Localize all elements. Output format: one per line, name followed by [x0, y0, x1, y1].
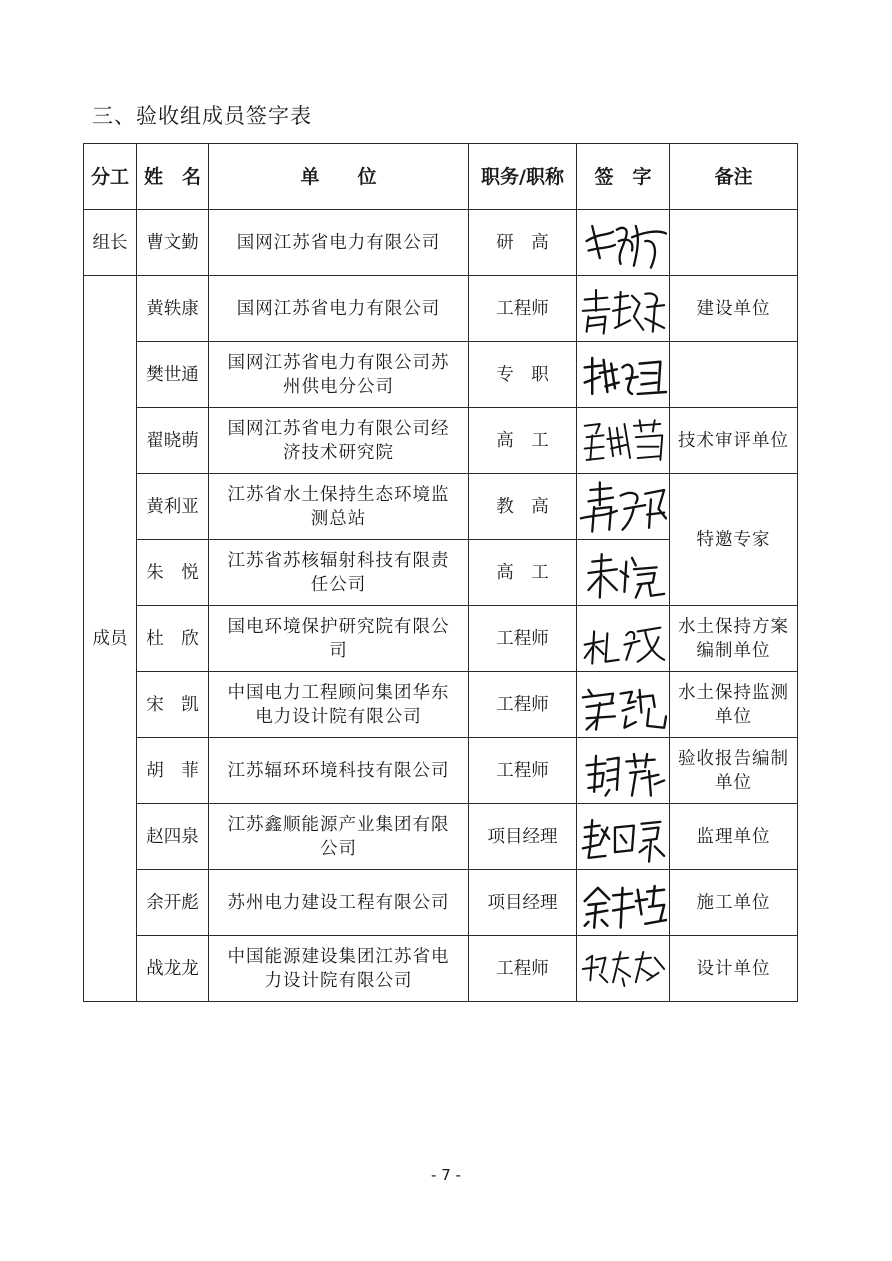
page-number: - 7 - [431, 1166, 461, 1184]
member-role: 教 高 [469, 474, 577, 540]
header-signature: 签 字 [577, 144, 670, 210]
member-role: 工程师 [469, 672, 577, 738]
member-name: 翟晓萌 [137, 408, 209, 474]
header-group: 分工 [84, 144, 137, 210]
table-row [84, 408, 798, 474]
table-row [84, 870, 798, 936]
group-cell-member: 成员 [84, 276, 137, 1002]
note-plan-unit: 水土保持方案编制单位 [670, 606, 798, 672]
header-note: 备注 [670, 144, 798, 210]
signature-cell [577, 870, 670, 936]
signature-cell [577, 936, 670, 1002]
member-unit: 苏州电力建设工程有限公司 [209, 870, 469, 936]
member-role: 高 工 [469, 540, 577, 606]
member-unit: 江苏鑫顺能源产业集团有限 公司 [209, 804, 469, 870]
handwritten-signature [579, 871, 667, 935]
handwritten-signature [579, 277, 667, 341]
note-construction-unit: 建设单位 [670, 276, 798, 342]
member-unit: 中国能源建设集团江苏省电 力设计院有限公司 [209, 936, 469, 1002]
member-unit: 国网江苏省电力有限公司 [209, 276, 469, 342]
member-name: 赵四泉 [137, 804, 209, 870]
handwritten-signature [579, 343, 667, 407]
member-unit: 江苏省苏核辐射科技有限责 任公司 [209, 540, 469, 606]
signature-cell [577, 210, 670, 276]
member-name: 曹文勤 [137, 210, 209, 276]
member-name: 余开彪 [137, 870, 209, 936]
member-name: 朱 悦 [137, 540, 209, 606]
table-row [84, 276, 798, 342]
signature-table [83, 143, 798, 1002]
note-monitor-unit: 水土保持监测单位 [670, 672, 798, 738]
member-role: 高 工 [469, 408, 577, 474]
header-unit: 单 位 [209, 144, 469, 210]
table-row [84, 672, 798, 738]
member-role: 项目经理 [469, 804, 577, 870]
handwritten-signature [579, 541, 667, 605]
signature-cell [577, 342, 670, 408]
member-role: 工程师 [469, 936, 577, 1002]
table-row [84, 474, 798, 540]
note-cell-empty [670, 342, 798, 408]
member-role: 专 职 [469, 342, 577, 408]
member-name: 樊世通 [137, 342, 209, 408]
page-title: 三、验收组成员签字表 [92, 104, 312, 128]
member-role: 工程师 [469, 606, 577, 672]
table-row [84, 804, 798, 870]
note-experts: 特邀专家 [670, 474, 798, 606]
note-supervision-unit: 监理单位 [670, 804, 798, 870]
member-name: 黄利亚 [137, 474, 209, 540]
signature-cell [577, 408, 670, 474]
signature-cell [577, 738, 670, 804]
note-cell-empty [670, 210, 798, 276]
member-role: 研 高 [469, 210, 577, 276]
member-unit: 国电环境保护研究院有限公 司 [209, 606, 469, 672]
table-row [84, 936, 798, 1002]
member-role: 项目经理 [469, 870, 577, 936]
signature-cell [577, 276, 670, 342]
member-name: 胡 菲 [137, 738, 209, 804]
handwritten-signature [579, 211, 667, 275]
member-unit: 国网江苏省电力有限公司苏 州供电分公司 [209, 342, 469, 408]
member-role: 工程师 [469, 276, 577, 342]
note-report-unit: 验收报告编制单位 [670, 738, 798, 804]
signature-cell [577, 804, 670, 870]
signature-cell [577, 540, 670, 606]
member-name: 黄轶康 [137, 276, 209, 342]
table-row [84, 606, 798, 672]
table-row [84, 738, 798, 804]
member-unit: 中国电力工程顾问集团华东 电力设计院有限公司 [209, 672, 469, 738]
handwritten-signature [579, 805, 667, 869]
note-builder-unit: 施工单位 [670, 870, 798, 936]
signature-cell [577, 474, 670, 540]
member-name: 杜 欣 [137, 606, 209, 672]
handwritten-signature [579, 739, 667, 803]
note-tech-review: 技术审评单位 [670, 408, 798, 474]
member-unit: 江苏省水土保持生态环境监 测总站 [209, 474, 469, 540]
handwritten-signature [579, 409, 667, 473]
group-cell-leader: 组长 [84, 210, 137, 276]
member-name: 战龙龙 [137, 936, 209, 1002]
handwritten-signature [579, 475, 667, 539]
member-name: 宋 凯 [137, 672, 209, 738]
table-row [84, 342, 798, 408]
note-design-unit: 设计单位 [670, 936, 798, 1002]
table-row [84, 210, 798, 276]
header-role: 职务/职称 [469, 144, 577, 210]
member-unit: 江苏辐环环境科技有限公司 [209, 738, 469, 804]
signature-cell [577, 606, 670, 672]
header-name: 姓 名 [137, 144, 209, 210]
signature-cell [577, 672, 670, 738]
header-row [84, 144, 798, 210]
member-unit: 国网江苏省电力有限公司经 济技术研究院 [209, 408, 469, 474]
member-role: 工程师 [469, 738, 577, 804]
handwritten-signature [579, 937, 667, 1001]
handwritten-signature [579, 607, 667, 671]
handwritten-signature [579, 673, 667, 737]
member-unit: 国网江苏省电力有限公司 [209, 210, 469, 276]
